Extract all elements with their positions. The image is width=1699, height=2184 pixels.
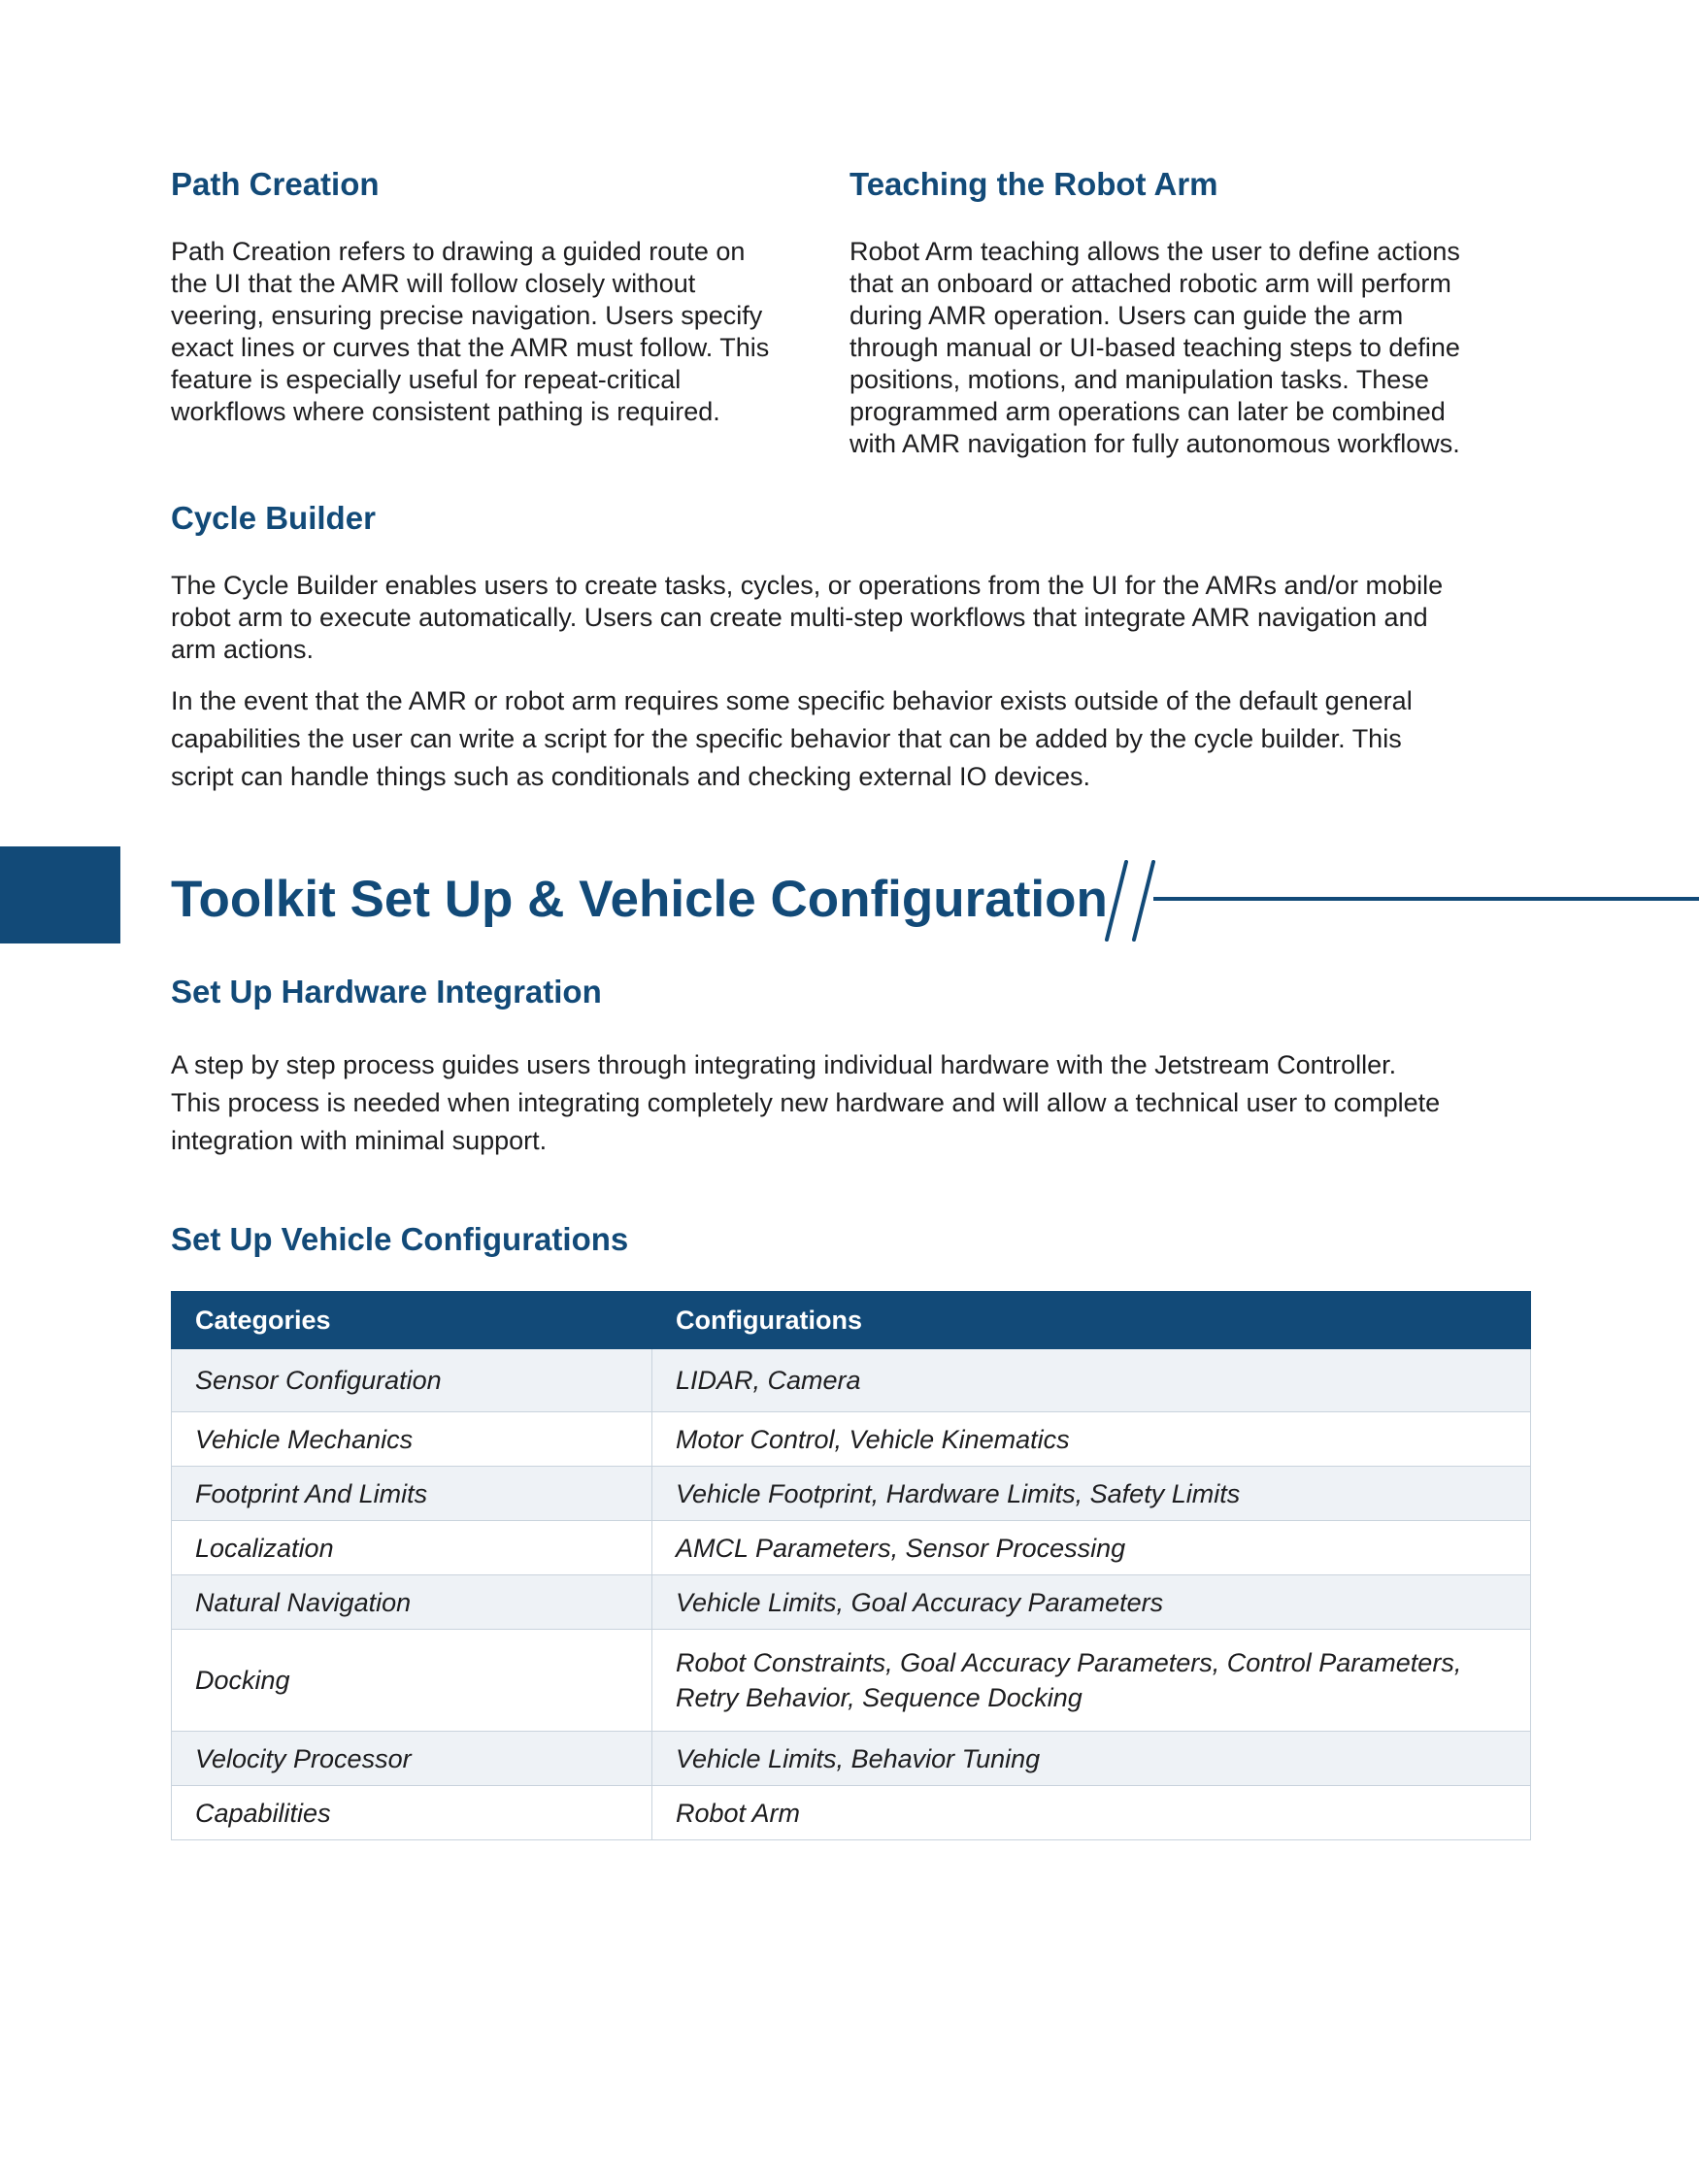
text-line: the UI that the AMR will follow closely without — [171, 269, 696, 298]
text-line: capabilities the user can write a script for the specific behavior that can be added by the cycle builder. This — [171, 724, 1402, 753]
category-cell: Velocity Processor — [172, 1732, 652, 1786]
category-cell: Docking — [172, 1630, 652, 1732]
cycle-builder-paragraph-2 — [171, 682, 1530, 796]
text-line: veering, ensuring precise navigation. Users specify — [171, 301, 763, 330]
text-line: Robot Arm teaching allows the user to define actions — [850, 237, 1460, 266]
text-line: robot arm to execute automatically. Users can create multi-step workflows that integrate AMR navigation and — [171, 603, 1428, 632]
config-cell — [652, 1630, 1531, 1732]
category-cell: Vehicle Mechanics — [172, 1412, 652, 1467]
section-divider-rule — [1097, 852, 1699, 949]
config-line: Robot Constraints, Goal Accuracy Parameters, Control Parameters, — [676, 1648, 1462, 1677]
config-line: Retry Behavior, Sequence Docking — [676, 1683, 1083, 1712]
cycle-builder-paragraph-1 — [171, 570, 1530, 666]
robot-arm-text — [850, 236, 1510, 460]
path-creation-heading: Path Creation — [171, 166, 380, 202]
table-row — [172, 1349, 1531, 1412]
text-line: exact lines or curves that the AMR must follow. This — [171, 333, 770, 362]
text-line: Path Creation refers to drawing a guided route on — [171, 237, 746, 266]
table-row — [172, 1412, 1531, 1467]
config-cell: AMCL Parameters, Sensor Processing — [652, 1521, 1531, 1575]
column-header-configurations: Configurations — [652, 1292, 1531, 1349]
text-line: through manual or UI-based teaching steps to define — [850, 333, 1460, 362]
text-line: The Cycle Builder enables users to create tasks, cycles, or operations from the UI for the AMRs and/or mobile — [171, 571, 1444, 600]
text-line: A step by step process guides users through integrating individual hardware with the Jetstream Controller. — [171, 1050, 1397, 1079]
text-line: programmed arm operations can later be combined — [850, 397, 1446, 426]
config-cell: Vehicle Limits, Goal Accuracy Parameters — [652, 1575, 1531, 1630]
text-line: This process is needed when integrating completely new hardware and will allow a technical user to complete — [171, 1088, 1441, 1117]
table-row — [172, 1467, 1531, 1521]
hardware-heading: Set Up Hardware Integration — [171, 974, 602, 1009]
category-cell: Localization — [172, 1521, 652, 1575]
text-line: that an onboard or attached robotic arm will perform — [850, 269, 1451, 298]
text-line: during AMR operation. Users can guide the arm — [850, 301, 1404, 330]
table-row — [172, 1732, 1531, 1786]
category-cell: Capabilities — [172, 1786, 652, 1840]
config-cell: Robot Arm — [652, 1786, 1531, 1840]
table-row — [172, 1521, 1531, 1575]
text-line: with AMR navigation for fully autonomous workflows. — [850, 429, 1460, 458]
text-line: workflows where consistent pathing is required. — [171, 397, 720, 426]
column-header-categories: Categories — [172, 1292, 652, 1349]
config-cell: Motor Control, Vehicle Kinematics — [652, 1412, 1531, 1467]
vehicle-config-heading: Set Up Vehicle Configurations — [171, 1221, 629, 1257]
robot-arm-heading: Teaching the Robot Arm — [850, 166, 1218, 202]
table-row — [172, 1786, 1531, 1840]
text-line: In the event that the AMR or robot arm requires some specific behavior exists outside of the default general — [171, 686, 1413, 715]
text-line: positions, motions, and manipulation tasks. These — [850, 365, 1429, 394]
category-cell: Natural Navigation — [172, 1575, 652, 1630]
config-cell: Vehicle Limits, Behavior Tuning — [652, 1732, 1531, 1786]
section-title: Toolkit Set Up & Vehicle Configuration — [171, 871, 1108, 928]
category-cell: Sensor Configuration — [172, 1349, 652, 1412]
section-accent-block — [0, 846, 120, 943]
text-line: arm actions. — [171, 635, 315, 664]
table-row — [172, 1575, 1531, 1630]
category-cell: Footprint And Limits — [172, 1467, 652, 1521]
path-creation-text — [171, 236, 812, 428]
text-line: feature is especially useful for repeat-critical — [171, 365, 682, 394]
vehicle-config-table — [171, 1291, 1531, 1840]
config-cell: LIDAR, Camera — [652, 1349, 1531, 1412]
table-header-row — [172, 1292, 1531, 1349]
cycle-builder-heading: Cycle Builder — [171, 500, 376, 536]
table-row — [172, 1630, 1531, 1732]
text-line: script can handle things such as conditionals and checking external IO devices. — [171, 762, 1091, 791]
config-cell: Vehicle Footprint, Hardware Limits, Safety Limits — [652, 1467, 1531, 1521]
hardware-text — [171, 1046, 1549, 1160]
text-line: integration with minimal support. — [171, 1126, 548, 1155]
